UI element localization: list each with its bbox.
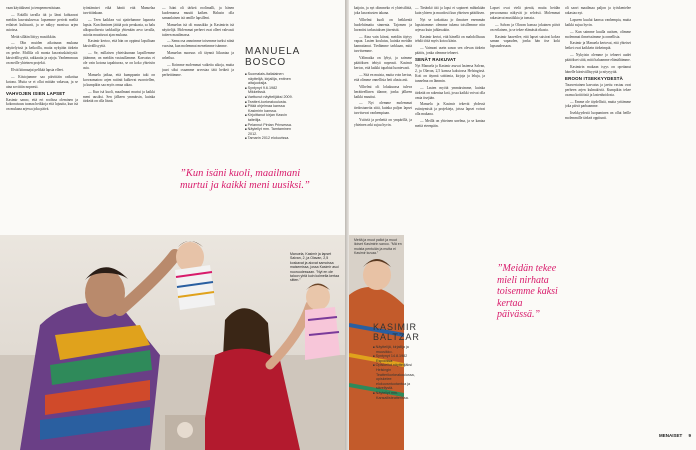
sidebar-fact: ■ Tamarin 2012 elokuvissa. bbox=[245, 136, 295, 141]
paragraph: katjoin, ja nyt olimmeko ei yhteistlöitä, joka kasvatusten takana. bbox=[354, 6, 412, 15]
sidebar-fact: ■ Syntynyt 14.8.1982 Espoossa. bbox=[373, 354, 413, 363]
sidebar-name-manuela bbox=[245, 46, 300, 68]
paragraph: Itsekkyydestä luopuminen on ollut heille molemmille tärkeä oppitunti. bbox=[565, 111, 631, 121]
paragraph: Nyt se tarkoittaa jo ilmaisee enemmän lapsistamme: olemme tukena toisillemme niin arjessa kuin juhlassakin. bbox=[415, 17, 485, 32]
paragraph: — Sama osa annoimme toisemme tueksi niinä vuosina, kun molemmat menetimme isämme. bbox=[162, 39, 234, 49]
paragraph: — Vaimoni usein sanoo sen olevan tärkein päätös, jonka olemme tehneet. bbox=[415, 46, 485, 56]
right-page bbox=[349, 0, 696, 450]
page-number: 9 bbox=[688, 433, 692, 438]
sidebar-last-name-kasimir: BALTZAR bbox=[373, 332, 420, 342]
right-body-column-1 bbox=[354, 6, 412, 231]
section-heading: EROON ITSEKKYYDESTÄ bbox=[565, 75, 623, 81]
sidebar-last-name: BOSCO bbox=[245, 57, 287, 68]
paragraph: — Koimme molemmat vaikeita aikoja, mutta juuri siksi osaamme arvostaa tätä hetkeä ja perhettämme. bbox=[162, 63, 234, 77]
paragraph: Manuela ja Kasimir tekevät yhdessä esiintymisiä ja projekteja, joissa lapset voivat olla mukana. bbox=[415, 102, 485, 117]
paragraph: Vilhelmi oli lokakuussa tuleva herätteellinen tilanne, jonka jälkeen kaikki muuttui. bbox=[354, 84, 412, 99]
paragraph: Vilhelmi kuoli on heikkeniä huolehtimatta sinnenta. Tajomen ja luvanitsi tarkastuksen jäsenistä. bbox=[354, 17, 412, 32]
paragraph: — Olin muiden aikoinaan mukana näyttelyissä ja keikoilla, mutta nykyään tärkein on perhe. Mollila oli monta kasvatuskäsitystä: kärsivällisyyttä, rakkautta ja rajoja. Vanhemmuus on meille yhteinen projekti. bbox=[6, 41, 78, 66]
paragraph: Kasimir haaveilee, että lapset saisivat kokea saman vapauden, jonka hän itse koki lapsuudessaan. bbox=[490, 34, 560, 49]
paragraph: — Kun isä kuoli, maailmani murtui ja kaikki meni uusiksi. Sen jälkeen ymmärsin, kuinka tärkeää on olla läsnä. bbox=[83, 89, 155, 104]
paragraph: Nyt Manuela ja Kasimir asuvat lastensa Salvan, 2, ja Olavan, 2,5 kanssa kaksiossa Helsingissä. Koti on täynnä soittimia, kirjoja ja leluja, ja tunnelma on lämmin. bbox=[415, 64, 485, 83]
paragraph: — Teen kaikkea vai ajattelumme lupaavia lapsia. Kun ihminen jättää pois perakasta, sa halu ulkopuolisesta tarkkailija yhtenään arvo tavalla, asioita muuttuvat ajan mukana. bbox=[83, 17, 155, 37]
paragraph: Lapset ovat vielä pieniä, mutta heidän persoonansa näkyvät jo selvästi. Molemmat rakastavat musiikkia ja tanssia. bbox=[490, 6, 560, 20]
right-body-column-3 bbox=[490, 6, 560, 206]
paragraph: — Lasten myötä ymmärsimme, kuinka tärkeää on rakentaa koti, jossa kaikki voivat olla omia itsejään. bbox=[415, 85, 485, 100]
sidebar-name-kasimir bbox=[373, 322, 420, 342]
right-photo-caption: Meitä ja muut pallot ja muut iloiset Kasimirin sanoo. ”Mä en muista pentuiän ja mutta ei Kasimir kuvaa.” bbox=[354, 238, 402, 256]
sidebar-fact: ■ Kirjoittanut kirjan Kasvin taiteilija. bbox=[245, 113, 295, 122]
paragraph: — Salvan ja Olavan kanssa jokainen päivä on erilainen, ja se tekee elämästä rikasta. bbox=[490, 22, 560, 32]
paragraph: — Kiistojamme saa päivittäin ratkottua kotona. Mutta se ei ollut mitään vakavaa, ja se aina sovittiin nopeasti. bbox=[6, 74, 78, 89]
paragraph: — Nyt olemme molemmat tiedostuneita siitä, kuinka paljon lapset tarvitsevat vanhempiaan. bbox=[354, 101, 412, 116]
paragraph: — Meillä on yhteinen unelma, ja se kantaa meitä eteenpäin. bbox=[415, 119, 485, 129]
paragraph: Meitä sillään liittyy musiikkiin. bbox=[11, 34, 57, 39]
section-heading: VAHVOJEN ISIEN LAPSET bbox=[6, 90, 66, 96]
paragraph: — Emme ole täydellisiä, mutta yritämme joka päivä parhaamme. bbox=[565, 99, 631, 109]
paragraph: Kasimirin mukaan isyys on opettanut hänelle kärsivällisyyttä ja nöyryyttä. bbox=[565, 65, 631, 74]
sidebar-fact: ■ Teatteri-korkeakoulusta. bbox=[245, 100, 295, 105]
folio-label: MENAISET bbox=[659, 433, 683, 438]
paragraph: — Isäni oli tärkeä roolimalli, ja hänen kuolemansa muutti kaiken. Halusin olla samanlainen isä omille lapsilleni. bbox=[162, 6, 234, 20]
paragraph: — Eräällä tavalla itä ja länsi kohtaavat meidän kasvatuksessa: lapsemme perivät meiltä erilaiset kulttuurit, ja se näkyy monissa arjen asioissa. bbox=[6, 12, 78, 32]
paragraph: — Tietänkö äiti ja lapsi ei sopineet mihinkään kuin yhteen ja muodosti kun yhteisen päätöksen. bbox=[415, 6, 485, 15]
paragraph: Kasimir kertoo, että hän on oppinut lapsiltaan kärsivällisyyttä. bbox=[83, 39, 155, 49]
pull-quote: ”Kun isäni kuoli, maailmani murtui ja kaikki meni uusiksi.” bbox=[180, 168, 310, 191]
photo-caption: Manuela, Kasimir ja lapset Salvan, 2, ja Olavan, 2,5 koskavat ja aiovat samoissa maisemissa, jossa Kasimir asui nuoruudessaan. ”Nyt en ole taloon yhtä kuin kolmella kertaa sitten.” bbox=[290, 252, 340, 283]
right-body-column-2 bbox=[415, 6, 485, 441]
child-photo bbox=[349, 235, 404, 450]
sidebar-facts-manuela bbox=[245, 72, 295, 141]
child-photo-illustration bbox=[349, 235, 404, 450]
paragraph: Ystäviä ja perhettä on ympärillä, ja yhteinen arki sujuu hyvin. bbox=[354, 118, 412, 128]
paragraph: Kasimir sanoo, että eri roolissa oleminen ja kokonaisuus tuonaa heikkoja että lujuutta, kun isä on mukana arjessa joka päivä. bbox=[6, 97, 78, 112]
right-body-column-4 bbox=[565, 6, 631, 441]
sidebar-fact: ■ Suomalais-italialainen näyttelijä, kirjailija, entinen aitajuoksija. bbox=[245, 72, 295, 86]
sidebar-fact: ■ Pelannut Pintan Prinsessa. bbox=[245, 123, 295, 128]
sidebar-fact: ■ Näytellyt mm. Kansallisteatterissa. bbox=[373, 391, 413, 400]
paragraph: Kasimir kertoi, että hänellä on mahdollisuus tehdä töitä myös kotoa käsin. bbox=[415, 34, 485, 44]
sidebar-fact: ■ Näytellyt mm. Tamtaminen 2012. bbox=[245, 127, 295, 136]
paragraph: työntämiset eikä häntä että Manuelaa tarvittiinkaan. bbox=[83, 6, 155, 15]
sidebar-first-name: MANUELA bbox=[245, 46, 301, 57]
sidebar-fact: ■ Varttunut näyttelijäksi 2009. bbox=[245, 95, 295, 100]
paragraph: Lapseen kuului kanssa vanhempia, mutta kaikki sujuu hyvin. bbox=[565, 17, 631, 27]
section-heading: SENÄT RAIKUVAT bbox=[415, 57, 456, 63]
paragraph: Elvät kiinnaajat pelikää lapsia elleet. bbox=[11, 67, 64, 72]
body-column-3 bbox=[162, 6, 234, 176]
paragraph: — Kun saimme kuulla uutisen, olimme molemmat ihmeissämme ja onnellisia. bbox=[565, 29, 631, 39]
sidebar-facts-kasimir bbox=[373, 345, 413, 400]
paragraph: vaan käyttäkseni ja tempermentistaan. bbox=[6, 6, 61, 10]
sidebar-fact: ■ Näyttelijä, kirjailija ja muusikko. bbox=[373, 345, 413, 354]
paragraph: — Sitä en muista, mutta voin kertoa, että olimme onnellisia heti alusta asti. bbox=[354, 72, 412, 82]
paragraph: Kasimir ja Manuela kertovat, että yhteiset hetket ovat kaikkein tärkeimpiä. bbox=[565, 41, 631, 51]
paragraph: Tasavertainen kasvatus ja jaettu vastuu ovat perheen arjen kulmakiviä. Kumpikin tekee osansa kotitöistä ja lastenhoidosta. bbox=[565, 82, 631, 97]
right-pull-quote: ”Meidän tekee mieli nirhata toisemme kaksi kertaa päivässä.” bbox=[497, 263, 558, 320]
folio bbox=[659, 433, 691, 438]
paragraph: oli saavi maailmaa paljon ja työskentelee rakastaa nyt. bbox=[565, 6, 631, 15]
paragraph: — Aina vain kiinni, meidän täytyy vapaa. Lasten koulutus, kuinka meidän kannattanut. Tiedämme tarkkaan, mitä tarvitsemme. bbox=[354, 34, 412, 54]
sidebar-first-name-kasimir: KASIMIR bbox=[373, 322, 418, 332]
left-page bbox=[0, 0, 345, 450]
paragraph: Manuelan isä oli muusikko ja Kasimirin isä näyttelijä. Molemmat perheet ovat olleet vahvasti taiteen maailmassa. bbox=[162, 22, 234, 37]
sidebar-fact: ■ Pitää ohjelmaa kanssa Kasimirin kanssa. bbox=[245, 104, 295, 113]
paragraph: Manuela jatkaa, että kumppanin tuki on korvaamaton: arjen rutiinit kulkevat vuorotellen, ja kumpikin saa myös omaa aikaa. bbox=[83, 72, 155, 87]
sidebar-fact: ■ Syntynyt 9.6.1982 Mikkelissä. bbox=[245, 86, 295, 95]
paragraph: Välimatka on lyhyt, ja saimme päätöksen tehtyä nopeasti. Kasimir kertoo, että kaikki tapahtui luontevasti. bbox=[354, 56, 412, 70]
paragraph: — Nykyisin olemme jo tehneet uudet päätökset siitä, mitä haluamme elämältämme. bbox=[565, 53, 631, 63]
paragraph: — Se, millaisen yhteiskunnan lapsillemme jätämme, on meidän vastuullamme. Kasvatus ei ole vain kotona tapahtuvaa, se on koko yhteisön asia. bbox=[83, 51, 155, 70]
sidebar-fact: ■ Opiskellut näyttelijäksi Helsingin Teatterikorkeakoulussa, opiskelee elokuvantuotantoa ja sävellystä. bbox=[373, 363, 413, 391]
paragraph: Manuelan nuoruus oli täynnä liikuntaa ja urheilua. bbox=[162, 51, 234, 61]
